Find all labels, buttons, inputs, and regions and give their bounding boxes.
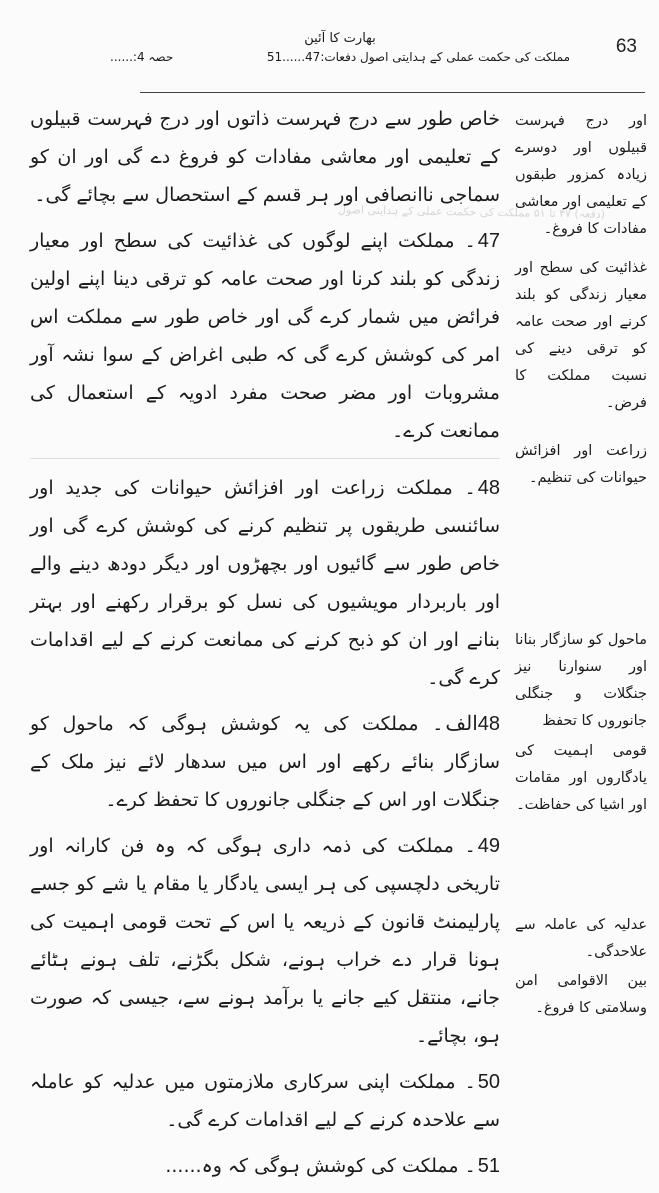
paragraph-text: ۔ مملکت کی ذمہ داری ہوگی کہ وہ فن کارانہ اور تاریخی دلچسپی کی ہر ایسی یادگار یا مقام یا شے کو جسے پارلیمنٹ قانون کے ذریعہ یا اس کے تحت قومی اہمیت کی ہونا قرار دے خراب ہونے، شکل بگڑنے، تلف ہونے ہٹائے جانے، منتقل کیے جانے یا برآمد ہونے سے، جیسی کہ صورت ہو، بچائے۔ — [30, 835, 500, 1047]
margin-note: عدلیہ کی عاملہ سے علاحدگی۔ — [515, 917, 647, 960]
article-number: 48الف — [445, 713, 500, 735]
paragraph-text: ۔ مملکت اپنی سرکاری ملازمتوں میں عدلیہ کو عاملہ سے علاحدہ کرنے کے لیے اقدامات کرے گی۔ — [30, 1071, 500, 1131]
paragraph-text: ۔ مملکت کی یہ کوشش ہوگی کہ ماحول کو سازگار بنائے رکھے اور اس میں سدھار لائے نیز ملک کے جنگلات اور اس کے جنگلی جانوروں کا تحفظ کرے۔ — [30, 713, 500, 811]
book-title: بھارت کا آئین — [304, 31, 376, 46]
paragraph-47 — [30, 222, 500, 450]
header-rule — [140, 92, 645, 93]
paragraph-text: خاص طور سے درج فہرست ذاتوں اور درج فہرست قبیلوں کے تعلیمی اور معاشی مفادات کو فروغ دے گی اور ان کو سماجی ناانصافی اور ہر قسم کے استحصال سے بچائے گی۔ — [30, 108, 500, 206]
margin-note: زراعت اور افزائش حیوانات کی تنظیم۔ — [515, 443, 647, 486]
paragraph-50 — [30, 1063, 500, 1139]
margin-note: ماحول کو سازگار بنانا اور سنوارنا نیز جنگلات و جنگلی جانوروں کا تحفظ — [515, 632, 647, 729]
article-number: 51 — [477, 1155, 500, 1177]
article-number: 49 — [477, 835, 500, 857]
article-number: 47 — [477, 230, 500, 252]
margin-note: اور درج فہرست قبیلوں اور دوسرے زیادہ کمزور طبقوں کے تعلیمی اور معاشی مفادات کا فروغ۔ — [515, 113, 647, 237]
paragraph-48a — [30, 705, 500, 819]
header-row — [110, 48, 570, 66]
article-number: 50 — [477, 1071, 500, 1093]
paragraph-text: ۔ مملکت اپنے لوگوں کی غذائیت کی سطح اور معیار زندگی کو بلند کرنا اور صحت عامہ کو ترقی دینا اپنے اولین فرائض میں شمار کرے گی اور خاص طور سے مملکت اس امر کی کوشش کرے گی کہ طبی اغراض کے سوا نشہ آور مشروبات اور مضر صحت مفرد ادویہ کے استعمال کی ممانعت کرے۔ — [30, 230, 500, 442]
page-number: 63 — [615, 36, 637, 57]
running-header — [110, 30, 570, 66]
chapter-subtitle: مملکت کی حکمت عملی کے ہدایتی اصول دفعات:47......51 — [266, 50, 570, 64]
section-label: حصہ 4:...... — [110, 50, 174, 64]
article-number: 48 — [477, 477, 500, 499]
paragraph-48 — [30, 469, 500, 697]
main-text — [30, 100, 500, 1193]
paragraph-51 — [30, 1147, 500, 1185]
paragraph-46-continuation — [30, 100, 500, 214]
margin-note: غذائیت کی سطح اور معیار زندگی کو بلند کرنے اور صحت عامہ کو ترقی دینے کی نسبت مملکت کا فرض۔ — [515, 260, 647, 411]
margin-note: بین الاقوامی امن وسلامتی کا فروغ۔ — [515, 973, 647, 1016]
margin-note: قومی اہمیت کی یادگاروں اور مقامات اور اشیا کی حفاظت۔ — [515, 743, 647, 813]
paragraph-49 — [30, 827, 500, 1055]
faint-handwritten-note: (دفعہ) ۴۷ تا ۵۱ مملکت کی حکمت عملی کے ہدایتی اصول — [337, 203, 606, 221]
paragraph-divider — [30, 458, 500, 459]
paragraph-text: ۔ مملکت کی کوشش ہوگی کہ وہ...... — [165, 1155, 476, 1177]
paragraph-text: ۔ مملکت زراعت اور افزائش حیوانات کی جدید اور سائنسی طریقوں پر تنظیم کرنے کی کوشش کرے گی اور خاص طور سے گائیوں اور بچھڑوں اور دیگر دودھ دینے والے اور باربردار مویشیوں کی نسل کو برقرار رکھنے اور بہتر بنانے اور ان کو ذبح کرنے کی ممانعت کرنے کے لیے اقدامات کرے گی۔ — [30, 477, 500, 689]
